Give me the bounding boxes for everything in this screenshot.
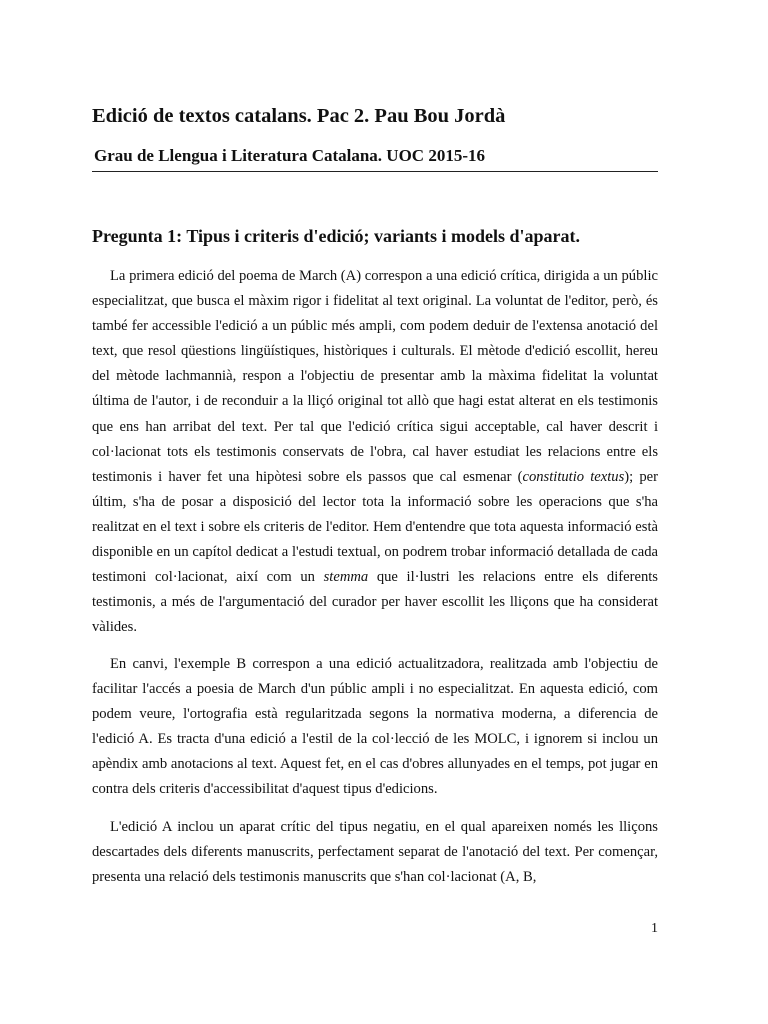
- paragraph-1-italic-term-2: stemma: [323, 569, 369, 586]
- document-subtitle: Grau de Llengua i Literatura Catalana. UOC 2015-16: [92, 145, 658, 172]
- paragraph-1-text-a: La primera edició del poema de March (A) correspon a una edició crítica, dirigida a un públic especialitzat, que busca el màxim rigor i fidelitat al text original. La voluntat de l'editor, però, és també fer accessible l'edició a un públic més ampli, com podem deduir de l'extensa anotació del text, que resol qüestions lingüístiques, històriques i culturals. El mètode d'edició escollit, hereu del mètode lachmannià, respon a l'objectiu de presentar amb la màxima fidelitat la voluntat última de l'autor, i de reconduir a la lliçó original tot allò que hagi estat alterat en els testimonis que ens han arribat del text. Per tal que l'edició crítica sigui acceptable, cal haver descrit i col·lacionat tots els testimonis conservats de l'obra, cal haver estudiat les relacions entre els testimonis i haver fet una hipòtesi sobre els passos que cal esmenar (: [92, 268, 658, 485]
- document-title: Edició de textos catalans. Pac 2. Pau Bou Jordà: [92, 105, 506, 127]
- paragraph-3: L'edició A inclou un aparat crític del tipus negatiu, en el qual apareixen només les lliçons descartades dels diferents manuscrits, perfectament separat de l'anotació del text. Per començar, presenta una relació dels testimonis manuscrits que s'han col·lacionat (A, B,: [92, 819, 658, 886]
- paragraph-2: En canvi, l'exemple B correspon a una edició actualitzadora, realitzada amb l'objectiu de facilitar l'accés a poesia de March d'un públic ampli i no especialitzat. En aquesta edició, com podem veure, l'ortografia està regularitzada segons la normativa moderna, a diferencia de l'edició A. Es tracta d'una edició a l'estil de la col·lecció de les MOLC, i ignorem si inclou un apèndix amb anotacions al text. Aquest fet, en el cas d'obres allunyades en el temps, pot jugar en contra dels criteris d'accessibilitat d'aquest tipus d'edicions.: [92, 656, 658, 798]
- section-heading: Pregunta 1: Tipus i criteris d'edició; variants i models d'aparat.: [92, 226, 581, 246]
- paragraph-1-text-b: ); per últim, s'ha de posar a disposició del lector tota la informació sobre les operacions que s'ha realitzat en el text i sobre els criteris de l'editor. Hem d'entendre que tota aquesta informació està disponible en un capítol dedicat a l'estudi textual, on podrem trobar informació detallada de cada testimoni col·lacionat, així com un: [92, 468, 658, 586]
- paragraph-1-text-c: que il·lustri les relacions entre els diferents testimonis, a més de l'argumentació del curador per haver escollit les lliçons que ha considerat vàlides.: [92, 569, 658, 636]
- paragraph-1-italic-term-1: constitutio textus: [522, 468, 625, 485]
- paragraph-1: [92, 264, 658, 640]
- page-number: 1: [651, 921, 658, 936]
